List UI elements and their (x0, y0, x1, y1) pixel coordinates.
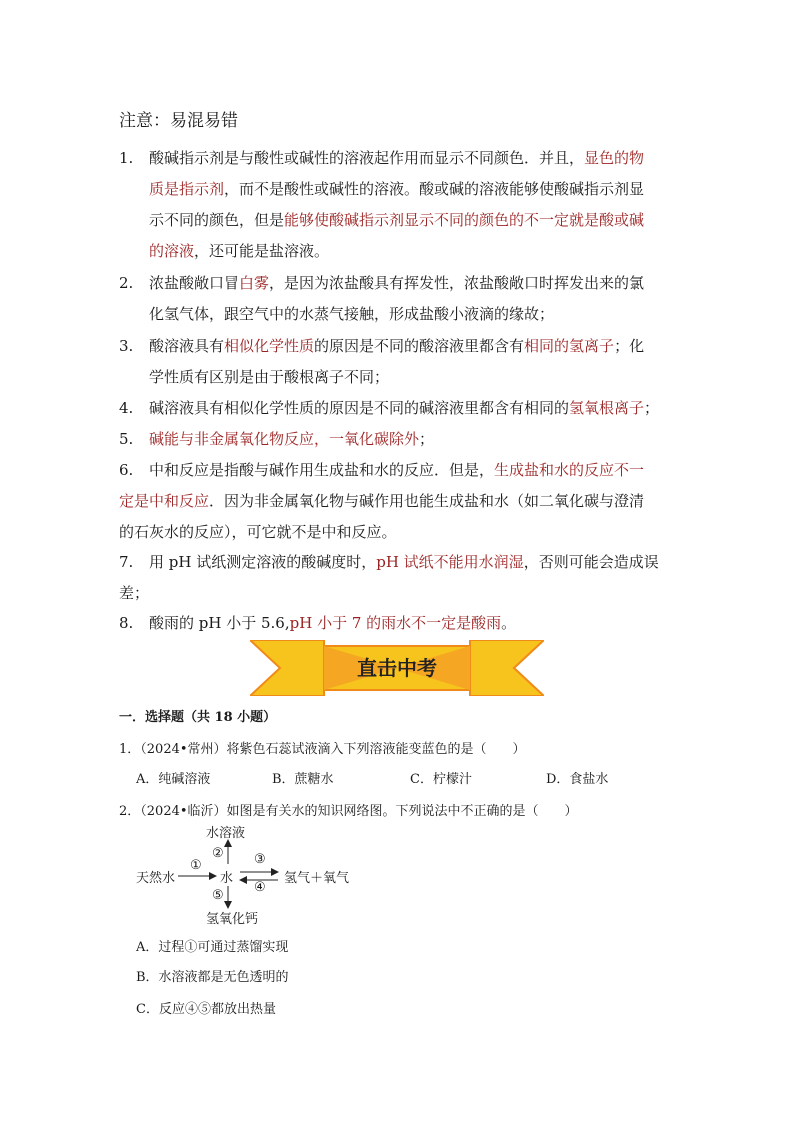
item-number: 1. (119, 149, 134, 167)
notice-item-line (119, 424, 679, 455)
body-text: 酸溶液具有 (149, 337, 225, 355)
body-text: 浓盐酸敞口冒 (149, 274, 240, 292)
notice-item-line (119, 362, 679, 393)
body-text: ．因为非金属氧化物与碱作用也能生成盐和水（如二氧化碳与澄清 (209, 492, 645, 510)
question-1-option-d: D．食盐水 (546, 772, 609, 787)
body-text: 化氢气体，跟空气中的水蒸气接触，形成盐酸小液滴的缘故； (149, 305, 555, 323)
highlight-text: 的溶液 (149, 242, 195, 260)
question-1-stem: 1．（2024•常州）将紫色石蕊试液滴入下列溶液能变蓝色的是（ ） (119, 742, 526, 757)
notice-item-line (119, 517, 679, 548)
notice-item-line (119, 299, 679, 330)
notice-item-line (119, 174, 679, 205)
question-1-option-a: A．纯碱溶液 (136, 772, 211, 787)
body-text: ，是因为浓盐酸具有挥发性，浓盐酸敞口时挥发出来的氯 (269, 274, 645, 292)
body-text: ，否则可能会造成误 (523, 553, 659, 571)
notice-item-line (119, 268, 679, 299)
diagram-number-4: ④ (254, 880, 266, 895)
diagram-label-bottom: 氢氧化钙 (206, 912, 259, 927)
water-network-diagram (136, 820, 376, 930)
notice-title: 注意：易混易错 (119, 111, 238, 131)
diagram-label-left: 天然水 (136, 871, 176, 886)
highlight-text: pH 试纸不能用水润湿 (376, 553, 524, 571)
question-2-option-a: A．过程①可通过蒸馏实现 (136, 940, 289, 955)
diagram-label-top: 水溶液 (206, 826, 246, 841)
notice-item-line (119, 455, 679, 486)
notice-item-line (119, 143, 679, 174)
highlight-text: 生成盐和水的反应不一 (494, 461, 645, 479)
highlight-text: 能够使酸碱指示剂显示不同的颜色的不一定就是酸或碱 (284, 211, 645, 229)
item-number: 7. (119, 553, 134, 571)
item-number: 4. (119, 399, 134, 417)
diagram-label-center: 水 (220, 871, 234, 886)
notice-item-2 (119, 268, 679, 330)
body-text: 酸雨的 pH 小于 5.6, (149, 614, 290, 632)
body-text: 学性质有区别是由于酸根离子不同； (149, 368, 390, 386)
question-1-option-b: B．蔗糖水 (272, 772, 334, 787)
notice-item-line (119, 608, 679, 639)
item-number: 3. (119, 337, 134, 355)
highlight-text: 氢氧根离子 (569, 399, 645, 417)
body-text: ； (644, 399, 660, 417)
body-text: 差； (119, 584, 150, 602)
diagram-number-3: ③ (254, 852, 266, 867)
body-text: ，还可能是盐溶液。 (194, 242, 330, 260)
item-number: 5. (119, 430, 134, 448)
highlight-text: 定是中和反应 (119, 492, 210, 510)
highlight-text: 相同的氢离子 (524, 337, 615, 355)
notice-item-line (119, 486, 679, 517)
highlight-text: 相似化学性质 (224, 337, 315, 355)
notice-item-7 (119, 547, 679, 609)
notice-item-5 (119, 424, 679, 455)
body-text: 。 (501, 614, 517, 632)
notice-item-line (119, 205, 679, 236)
diagram-number-1: ① (190, 858, 202, 873)
highlight-text: pH 小于 7 的雨水不一定是酸雨 (289, 614, 502, 632)
notice-item-3 (119, 331, 679, 393)
notice-item-line (119, 331, 679, 362)
highlight-text: 质是指示剂 (149, 180, 225, 198)
body-text: 的原因是不同的酸溶液里都含有 (314, 337, 525, 355)
body-text: 示不同的颜色，但是 (149, 211, 285, 229)
highlight-text: 白雾 (239, 274, 270, 292)
body-text: 碱溶液具有相似化学性质的原因是不同的碱溶液里都含有相同的 (149, 399, 570, 417)
highlight-text: 碱能与非金属氧化物反应，一氧化碳除外 (149, 430, 420, 448)
body-text: 中和反应是指酸与碱作用生成盐和水的反应．但是， (149, 461, 495, 479)
banner-title: 直击中考 (357, 656, 437, 680)
question-2-option-c: C．反应④⑤都放出热量 (136, 1002, 276, 1017)
body-text: ，而不是酸性或碱性的溶液。酸或碱的溶液能够使酸碱指示剂显 (224, 180, 645, 198)
body-text: ； (419, 430, 435, 448)
notice-item-line (119, 236, 679, 267)
notice-item-line (119, 578, 679, 609)
body-text: 酸碱指示剂是与酸性或碱性的溶液起作用而显示不同颜色．并且， (149, 149, 585, 167)
notice-item-line (119, 393, 679, 424)
section-title: 一．选择题（共 18 小题） (119, 710, 277, 725)
question-2-option-b: B．水溶液都是无色透明的 (136, 970, 289, 985)
question-1-option-c: C．柠檬汁 (410, 772, 472, 787)
diagram-label-right: 氢气＋氧气 (284, 871, 350, 886)
item-number: 2. (119, 274, 134, 292)
notice-item-1 (119, 143, 679, 267)
diagram-number-5: ⑤ (212, 888, 224, 903)
body-text: 用 pH 试纸测定溶液的酸碱度时， (149, 553, 377, 571)
diagram-number-2: ② (212, 846, 224, 861)
notice-item-6 (119, 455, 679, 548)
item-number: 8. (119, 614, 134, 632)
body-text: ；化 (614, 337, 645, 355)
highlight-text: 显色的物 (584, 149, 645, 167)
body-text: 的石灰水的反应），可它就不是中和反应。 (119, 523, 397, 541)
notice-item-line (119, 547, 679, 578)
notice-item-8 (119, 608, 679, 639)
notice-item-4 (119, 393, 679, 424)
question-2-stem: 2．（2024•临沂）如图是有关水的知识网络图。下列说法中不正确的是（ ） (119, 804, 578, 819)
item-number: 6. (119, 461, 134, 479)
